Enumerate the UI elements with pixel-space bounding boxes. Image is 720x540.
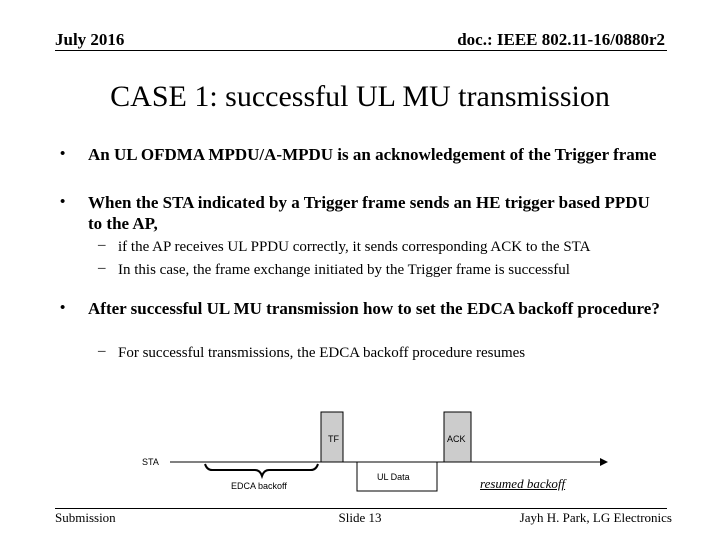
- slide-title: CASE 1: successful UL MU transmission: [110, 80, 610, 113]
- resumed-backoff-label: resumed backoff: [480, 476, 566, 491]
- sub-bullet-2: In this case, the frame exchange initiated by the Trigger frame is successful: [118, 262, 570, 278]
- footer-slide-number: Slide 13: [338, 510, 382, 525]
- footer-rule: [55, 508, 667, 509]
- sub-bullet-marker: –: [98, 343, 106, 359]
- axis-arrow-icon: [600, 458, 608, 466]
- ul-data-label: UL Data: [377, 472, 410, 482]
- sub-bullet-marker: –: [98, 260, 106, 276]
- footer-author: Jayh H. Park, LG Electronics: [519, 510, 672, 525]
- sub-bullet-3: For successful transmissions, the EDCA backoff procedure resumes: [118, 345, 526, 361]
- bullet-marker: •: [60, 146, 66, 162]
- sub-bullet-marker: –: [98, 237, 106, 253]
- header-rule: [55, 50, 667, 51]
- bullet-marker: •: [60, 194, 66, 210]
- sub-bullet-1: if the AP receives UL PPDU correctly, it sends corresponding ACK to the STA: [118, 239, 591, 255]
- header-doc-id: doc.: IEEE 802.11-16/0880r2: [457, 30, 665, 49]
- bullet-3: After successful UL MU transmission how to set the EDCA backoff procedure?: [88, 299, 660, 318]
- ack-label: ACK: [447, 434, 466, 444]
- header-date: July 2016: [55, 30, 125, 49]
- tf-label: TF: [328, 434, 339, 444]
- edca-backoff-brace: [205, 464, 318, 476]
- edca-backoff-label: EDCA backoff: [231, 481, 287, 491]
- bullet-1: An UL OFDMA MPDU/A-MPDU is an acknowledgement of the Trigger frame: [88, 145, 657, 164]
- timing-diagram: [0, 400, 720, 500]
- footer-submission: Submission: [55, 510, 116, 525]
- bullet-marker: •: [60, 300, 66, 316]
- sta-label: STA: [142, 457, 159, 467]
- bullet-2: When the STA indicated by a Trigger frame sends an HE trigger based PPDU to the AP,: [88, 193, 650, 233]
